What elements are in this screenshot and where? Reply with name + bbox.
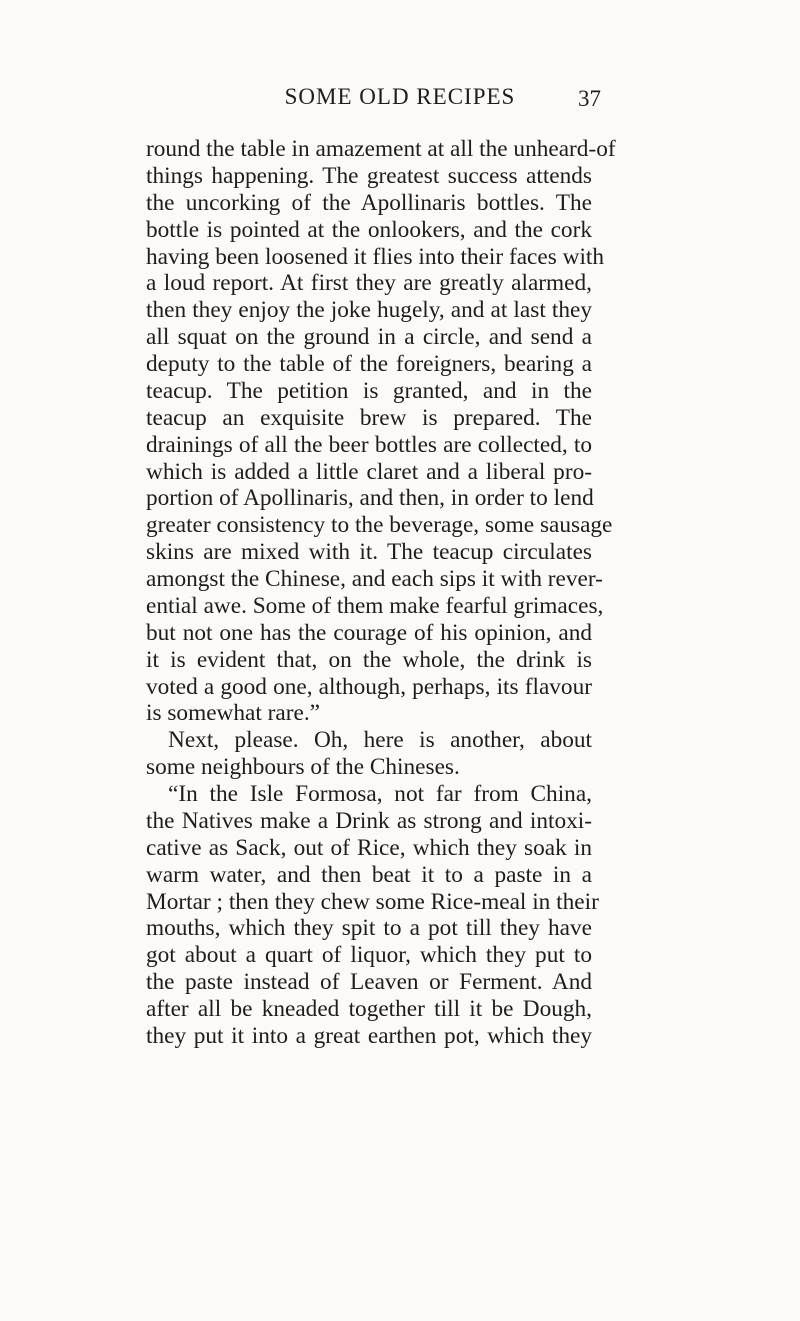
text-line: greater consistency to the beverage, some sausage [146,512,613,539]
text-line: all squat on the ground in a circle, and send a [146,324,592,351]
text-line: it is evident that, on the whole, the drink is [146,646,592,673]
text-line: the uncorking of the Apollinaris bottles. The [146,189,592,216]
text-line: a loud report. At first they are greatly alarmed, [146,270,592,297]
text-line: which is added a little claret and a liberal pro- [146,458,592,485]
text-line: ential awe. Some of them make fearful grimaces, [146,592,604,619]
text-line: mouths, which they spit to a pot till they have [146,915,592,942]
text-line: teacup an exquisite brew is prepared. The [146,404,592,431]
text-line: voted a good one, although, perhaps, its flavour [146,673,592,700]
text-line: round the table in amazement at all the unheard-of [146,136,616,162]
text-line: having been loosened it flies into their faces with [146,243,605,270]
text-line: Mortar ; then they chew some Rice-meal in their [146,888,599,915]
text-line: portion of Apollinaris, and then, in order to lend [146,485,594,512]
page-header [0,84,800,124]
text-line: the paste instead of Leaven or Ferment. And [146,969,592,996]
text-line: the Natives make a Drink as strong and intoxi- [146,807,592,834]
text-line: warm water, and then beat it to a paste in a [146,861,592,888]
text-line: things happening. The greatest success attends [146,162,592,189]
text-line: teacup. The petition is granted, and in the [146,377,592,404]
text-line: then they enjoy the joke hugely, and at last they [146,297,592,324]
text-line: they put it into a great earthen pot, which they [146,1022,592,1049]
text-line: got about a quart of liquor, which they put to [146,942,592,969]
text-line: “In the Isle Formosa, not far from China, [168,781,592,807]
body-text [146,136,616,1050]
text-line: cative as Sack, out of Rice, which they soak in [146,834,592,861]
page-number: 37 [578,86,601,111]
text-line: but not one has the courage of his opinion, and [146,619,592,646]
text-line: drainings of all the beer bottles are collected, to [146,431,592,458]
text-line: skins are mixed with it. The teacup circulates [146,539,592,566]
text-line: bottle is pointed at the onlookers, and the cork [146,216,592,243]
running-title: SOME OLD RECIPES [284,84,516,109]
text-line: some neighbours of the Chineses. [146,754,460,781]
text-line: Next, please. Oh, here is another, about [168,727,592,754]
text-line: after all be kneaded together till it be Dough, [146,996,592,1022]
text-line: is somewhat rare.” [146,700,321,727]
text-line: amongst the Chinese, and each sips it with rever- [146,566,603,592]
text-line: deputy to the table of the foreigners, bearing a [146,351,592,377]
